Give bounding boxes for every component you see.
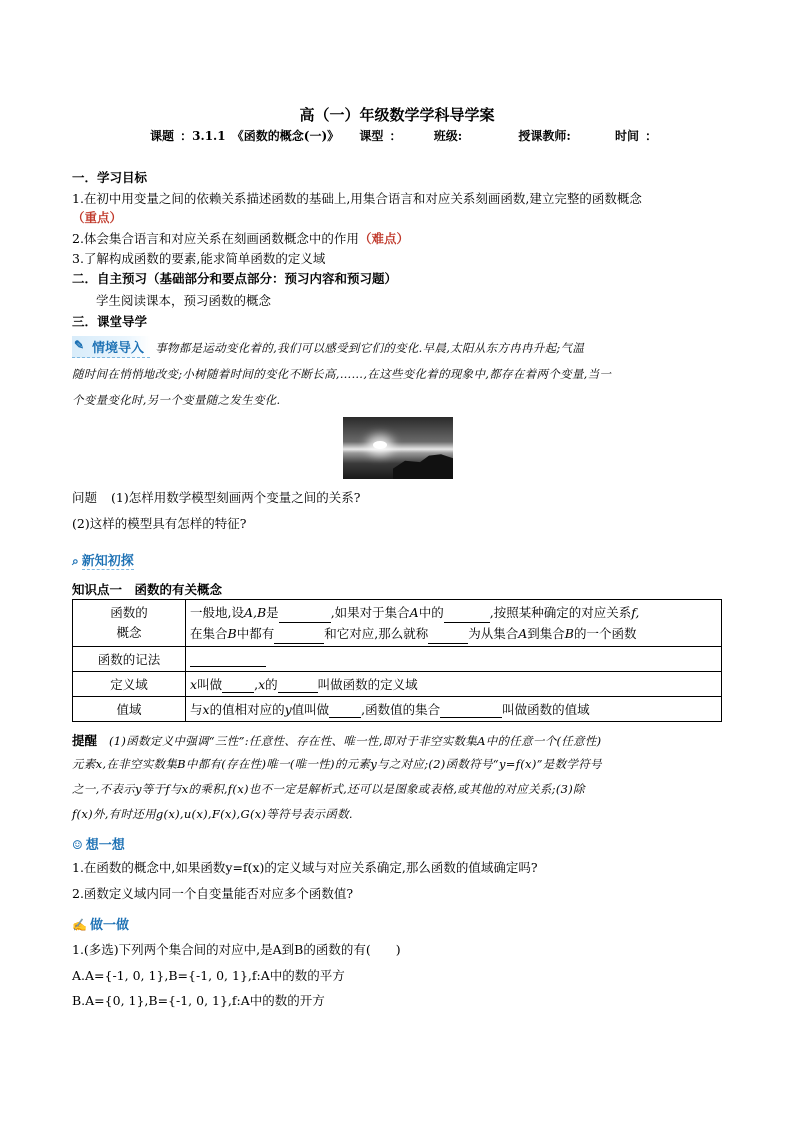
table-row (73, 600, 722, 647)
new-knowledge-banner (72, 550, 134, 569)
t: 中都有 (236, 626, 275, 641)
goal-1: 1.在初中用变量之间的依赖关系描述函数的基础上,用集合语言和对应关系刻画函数,建立完整的函数概念 (72, 191, 642, 206)
row-label-range: 值域 (73, 697, 186, 722)
think-banner-label: 想一想 (85, 838, 125, 853)
question-2: (2)这样的模型具有怎样的特征? (72, 516, 247, 531)
sunrise-photo (343, 417, 453, 479)
do-banner (72, 914, 129, 933)
t: 的值相对应的 (209, 702, 285, 717)
new-banner-label: 新知初探 (81, 554, 134, 569)
range-cell (186, 697, 722, 722)
t: 的一个函数 (573, 626, 637, 641)
tip-label: 提醒 (72, 733, 98, 748)
fill-blank[interactable] (428, 631, 468, 644)
t: 和它对应,那么就称 (324, 626, 429, 641)
table-row (73, 697, 722, 722)
t: 与 (190, 702, 203, 717)
intro-line-3: 个变量变化时,另一个变量随之发生变化. (72, 393, 281, 407)
t: B (564, 626, 574, 641)
concept-cell (186, 600, 722, 647)
book-icon: ✎ (74, 338, 85, 352)
scene-banner-label: 情境导入 (92, 341, 145, 356)
lesson-type: 课型 ： (359, 129, 402, 143)
section-guide-heading: 三．课堂导学 (72, 314, 148, 329)
lesson-teacher: 授课教师: (518, 129, 571, 143)
goal-2-tag: （难点） (358, 231, 409, 246)
think-question-1: 1.在函数的概念中,如果函数y=f(x)的定义域与对应关系确定,那么函数的值域确定吗? (72, 860, 538, 875)
fill-blank[interactable] (274, 631, 324, 644)
knowledge-point-title: 知识点一 函数的有关概念 (72, 582, 223, 597)
t: 在集合 (190, 626, 228, 641)
fill-blank[interactable] (278, 680, 318, 693)
row-label-concept (73, 600, 186, 647)
t: x (190, 677, 198, 692)
goal-1-tag: （重点） (72, 210, 123, 225)
lesson-time: 时间 ： (614, 129, 658, 143)
t: 到集合 (527, 626, 565, 641)
pencil-icon: ✍ (72, 918, 87, 932)
t: A (518, 626, 528, 641)
t: A (409, 605, 419, 620)
scene-intro-row (72, 336, 584, 358)
think-banner (72, 834, 125, 853)
tip-line-2: 元素x,在非空实数集B中都有(存在性)唯一(唯一性)的元素y与之对应;(2)函数符号“y=f(x)”是数学符号 (72, 757, 602, 771)
fill-blank[interactable] (190, 654, 266, 667)
intro-line-2: 随时间在悄悄地改变;小树随着时间的变化不断长高,……,在这些变化着的现象中,都存在着两个变量,当一 (72, 367, 612, 381)
t: 一般地,设 (190, 605, 244, 620)
preview-text: 学生阅读课本，预习函数的概念 (96, 293, 272, 308)
tip-line-4: f(x)外,有时还用g(x),u(x),F(x),G(x)等符号表示函数. (72, 807, 353, 821)
fill-blank[interactable] (440, 705, 502, 718)
rock-shape (393, 453, 453, 479)
fill-blank[interactable] (329, 705, 361, 718)
t: 中的 (418, 605, 444, 620)
search-icon: ⌕ (72, 554, 79, 568)
tip-text-1: (1)函数定义中强调“三性”:任意性、存在性、唯一性,即对于非空实数集A中的任意一个(任意性) (109, 734, 602, 748)
scene-banner (72, 336, 150, 358)
t: ,函数值的集合 (361, 702, 441, 717)
t: f, (631, 605, 640, 620)
lesson-meta (150, 127, 671, 144)
exercise-1-option-b[interactable]: B.A={0, 1},B={-1, 0, 1},f:A中的数的开方 (72, 993, 325, 1008)
tip-line-1 (72, 730, 601, 749)
t: x (258, 677, 266, 692)
t: 叫做函数的定义域 (317, 677, 418, 692)
concept-label-1: 函数的 (110, 605, 148, 620)
notation-cell (186, 647, 722, 672)
sun-shape (373, 441, 387, 449)
table-row (73, 672, 722, 697)
concept-line-1 (190, 602, 717, 623)
row-label-notation: 函数的记法 (73, 647, 186, 672)
tip-line-3: 之一,不表示y等于f与x的乘积,f(x)也不一定是解析式,还可以是图象或表格,或其他的对应关系;(3)除 (72, 782, 585, 796)
question-1-text: (1)怎样用数学模型刻画两个变量之间的关系? (111, 490, 361, 505)
section-preview-heading: 二．自主预习（基础部分和要点部分：预习内容和预习题） (72, 271, 398, 286)
goal-2-text: 2.体会集合语言和对应关系在刻画函数概念中的作用 (72, 231, 359, 246)
domain-cell (186, 672, 722, 697)
t: 值叫做 (291, 702, 330, 717)
table-row (73, 647, 722, 672)
concept-line-2 (190, 623, 717, 644)
intro-line-1: 事物都是运动变化着的,我们可以感受到它们的变化.早晨,太阳从东方冉冉升起;气温 (155, 341, 585, 355)
t: ,按照某种确定的对应关系 (489, 605, 632, 620)
exercise-1-option-a[interactable]: A.A={-1, 0, 1},B={-1, 0, 1},f:A中的数的平方 (72, 968, 345, 983)
question-label: 问题 (72, 490, 98, 505)
page-title: 高（一）年级数学学科导学案 (299, 106, 495, 124)
section-goals-heading: 一．学习目标 (72, 170, 148, 185)
function-concept-table (72, 599, 722, 722)
t: B (227, 626, 237, 641)
exercise-1: 1.(多选)下列两个集合间的对应中,是A到B的函数的有( ) (72, 942, 401, 957)
t: 是 (266, 605, 279, 620)
row-label-domain: 定义域 (73, 672, 186, 697)
t: x (202, 702, 210, 717)
fill-blank[interactable] (279, 610, 331, 623)
think-question-2: 2.函数定义域内同一个自变量能否对应多个函数值? (72, 886, 354, 901)
t: y (284, 702, 292, 717)
t: 叫做 (197, 677, 223, 692)
t: A,B (243, 605, 267, 620)
fill-blank[interactable] (444, 610, 490, 623)
concept-label-2: 概念 (116, 625, 142, 640)
fill-blank[interactable] (222, 680, 254, 693)
lightbulb-icon: ☺ (72, 838, 83, 852)
lesson-topic: 课题 ：3.1.1 《函数的概念(一)》 (150, 129, 340, 143)
question-1 (72, 488, 360, 506)
t: 叫做函数的值域 (502, 702, 590, 717)
goal-3: 3.了解构成函数的要素,能求简单函数的定义域 (72, 251, 326, 266)
goal-2 (72, 229, 409, 247)
t: 为从集合 (468, 626, 519, 641)
lesson-class: 班级: (433, 129, 463, 143)
t: , (254, 677, 259, 692)
t: ,如果对于集合 (330, 605, 410, 620)
do-banner-label: 做一做 (89, 918, 129, 933)
t: 的 (265, 677, 278, 692)
